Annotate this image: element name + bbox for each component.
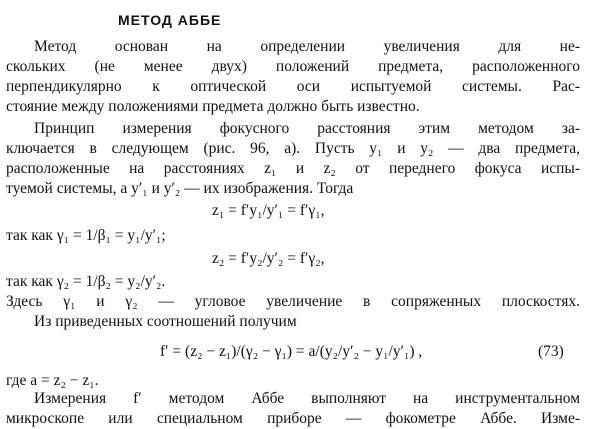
paragraph-line: стояние между положениями предмета должно быть известно. bbox=[6, 98, 420, 115]
formula-gamma2: так как γ₂ = 1/β₂ = y₂/y′₂. bbox=[6, 273, 166, 290]
paragraph-line: перпендикулярно к оптической оси испытуемой системы. Рас- bbox=[6, 78, 580, 95]
formula-gamma1: так как γ₁ = 1/β₁ = y₁/y′₁; bbox=[6, 227, 166, 244]
paragraph-line: Из приведенных соотношений получим bbox=[34, 313, 297, 330]
formula-z2: z₂ = f′y₂/y′₂ = f′γ₂, bbox=[212, 250, 325, 267]
paragraph-line: Метод основан на определении увеличения для не- bbox=[34, 38, 580, 55]
equation-number: (73) bbox=[538, 343, 564, 360]
section-title: МЕТОД АББЕ bbox=[118, 12, 222, 28]
paragraph-line: Измерения f′ методом Аббе выполняют на инструментальном bbox=[34, 390, 580, 407]
where-line: где a = z₂ − z₁. bbox=[6, 372, 99, 389]
formula-main: f′ = (z₂ − z₁)/(γ₂ − γ₁) = a/(y₂/y′₂ − y₁/y′₁) , bbox=[160, 343, 423, 360]
paragraph-line: ключается в следующем (рис. 96, а). Пусть y₁ и y₂ — два предмета, bbox=[6, 140, 580, 157]
paragraph-line: скольких (не менее двух) положений предмета, расположенного bbox=[6, 58, 580, 75]
paragraph-line: Принцип измерения фокусного расстояния этим методом за- bbox=[34, 120, 580, 137]
paragraph-line: расположенные на расстояниях z₁ и z₂ от переднего фокуса испы- bbox=[6, 160, 580, 177]
paragraph-line: микроскопе или специальном приборе — фокометре Аббе. Изме- bbox=[6, 410, 580, 427]
formula-z1: z₁ = f′y₁/y′₁ = f′γ₁, bbox=[212, 202, 325, 219]
paragraph-line: Здесь γ₁ и γ₂ — угловое увеличение в сопряженных плоскостях. bbox=[6, 293, 580, 310]
paragraph-line: туемой системы, а y′₁ и y′₂ — их изображения. Тогда bbox=[6, 180, 354, 197]
